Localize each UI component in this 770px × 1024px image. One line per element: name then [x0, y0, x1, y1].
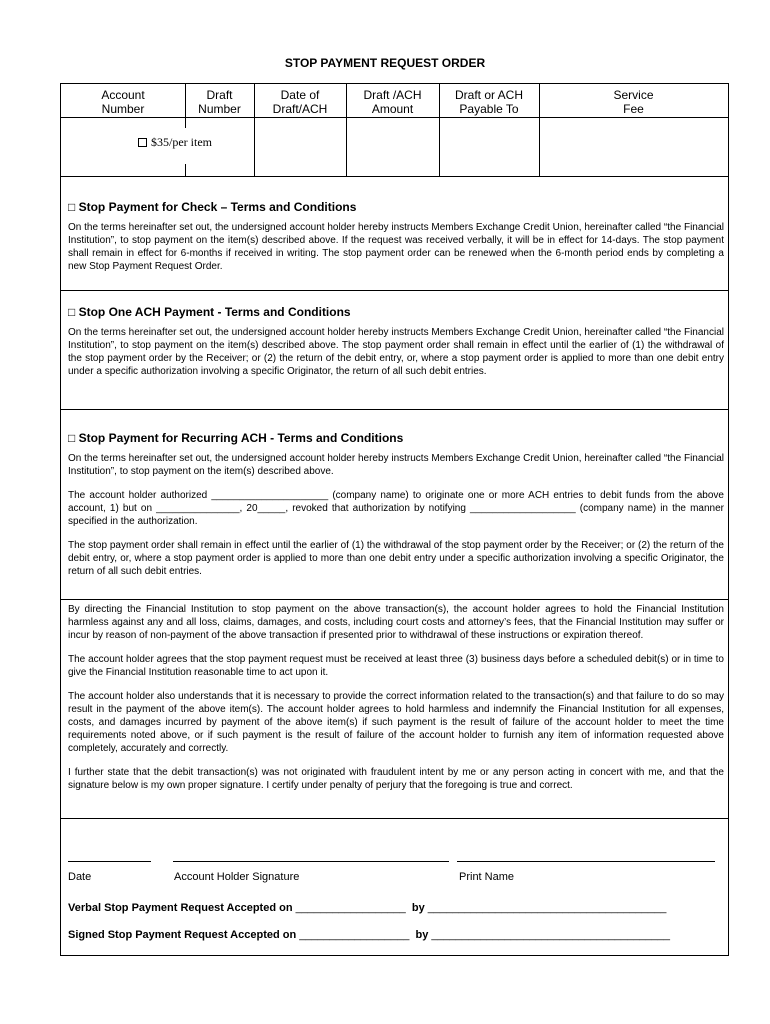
one-ach-terms-section — [68, 306, 724, 389]
header-account-number: Account Number — [61, 84, 185, 118]
header-draft-number: Draft Number — [185, 84, 254, 118]
header-date-of-draft: Date of Draft/ACH — [254, 84, 346, 118]
check-terms-section — [68, 201, 724, 284]
section-divider — [61, 176, 728, 177]
check-terms-text: On the terms hereinafter set out, the undersigned account holder hereby instructs Members Exchange Credit Union, hereinafter called “the Financial Institution”, to stop payment on the item(s) described above. If the request was received verbally, it will be in effect for 14-days. The stop payment shall remain in effect for 6-months if received in writing. The stop payment order can be renewed when the 6-month period ends by completing a new Stop Payment Request Order. — [68, 222, 724, 272]
section-divider — [61, 599, 728, 600]
signed-acceptance-date-blank[interactable]: __________________ — [299, 929, 410, 941]
verbal-acceptance-line — [68, 902, 666, 914]
date-signature-line[interactable] — [68, 861, 151, 862]
date-label: Date — [68, 871, 92, 883]
one-ach-terms-text: On the terms hereinafter set out, the undersigned account holder hereby instructs Members Exchange Credit Union, hereinafter called “the Financial Institution”, to stop payment on the item(s) described above. The stop payment order shall remain in effect until the earlier of (1) the withdrawal of the stop payment order by the Receiver; or (2) the return of the debit entry, or, where a stop payment order is applied to more than one debit entry under a specific authorization involving a specific Originator, the return of all such debit entries. — [68, 327, 724, 377]
agreement-indemnify: The account holder also understands that it is necessary to provide the correct information related to the transaction(s) and that failure to do so may result in the payment of the above item(s). The account holder agrees to hold harmless and indemnify the Financial Institution for all expenses, costs, and damages incurred by payment of the above item(s) if such payment is the result of failure of the account holder to meet the time requirements noted above, or if such payment is the result of failure of the account holder to furnish any item of information requested above completely, accurately and correctly. — [68, 691, 724, 754]
print-name-line[interactable] — [457, 861, 715, 862]
page-title: STOP PAYMENT REQUEST ORDER — [284, 56, 486, 70]
service-fee-field[interactable] — [539, 118, 728, 176]
header-draft-amount: Draft /ACH Amount — [346, 84, 439, 118]
signed-by-label: by — [415, 929, 429, 941]
recurring-ach-terms-text: On the terms hereinafter set out, the undersigned account holder hereby instructs Members Exchange Credit Union, hereinafter called “the Financial Institution”, to stop payment on the item(s) described above. — [68, 453, 724, 477]
verbal-acceptance-label: Verbal Stop Payment Request Accepted on — [68, 902, 293, 914]
account-holder-signature-line[interactable] — [173, 861, 449, 862]
section-divider — [61, 409, 728, 410]
section-divider — [61, 290, 728, 291]
verbal-by-blank[interactable]: _______________________________________ — [427, 902, 667, 914]
agreement-timing: The account holder agrees that the stop payment request must be received at least three (3) business days before a scheduled debit(s) or in time to give the Financial Institution reasonable time to act upon it. — [68, 654, 724, 678]
signed-by-blank[interactable]: _______________________________________ — [431, 929, 670, 941]
account-holder-signature-label: Account Holder Signature — [174, 871, 300, 883]
stop-payment-form — [60, 83, 729, 956]
verbal-by-label: by — [411, 902, 425, 914]
agreement-section — [68, 603, 724, 803]
one-ach-terms-heading[interactable]: □ Stop One ACH Payment - Terms and Conditions — [68, 305, 351, 319]
fee-option-label: $35/per item — [151, 135, 212, 149]
recurring-ach-terms-heading[interactable]: □ Stop Payment for Recurring ACH - Terms and Conditions — [68, 431, 404, 445]
payable-to-field[interactable] — [439, 118, 539, 176]
recurring-ach-effect-text: The stop payment order shall remain in effect until the earlier of (1) the withdrawal of the stop payment order by the Receiver; or (2) the return of the debit entry, or, where a stop payment order is applied to more than one debit entry under a specific authorization involving a specific Originator, the return of all such debit entries. — [68, 540, 724, 577]
signed-acceptance-line — [68, 929, 670, 941]
verbal-acceptance-date-blank[interactable]: __________________ — [295, 902, 406, 914]
print-name-label: Print Name — [459, 871, 515, 883]
header-payable-to: Draft or ACH Payable To — [439, 84, 539, 118]
header-service-fee: Service Fee — [539, 84, 728, 118]
draft-amount-field[interactable] — [346, 118, 439, 176]
check-terms-heading[interactable]: □ Stop Payment for Check – Terms and Conditions — [68, 200, 357, 214]
recurring-ach-terms-section — [68, 432, 724, 589]
agreement-hold-harmless: By directing the Financial Institution to stop payment on the above transaction(s), the account holder agrees to hold the Financial Institution harmless against any and all loss, claims, damages, and costs, including court costs and attorney’s fees, that the Financial Institution may suffer or incur by reason of non-payment of the above transaction if presented prior to withdrawal of these instructions or expiration thereof. — [68, 604, 724, 641]
agreement-certification: I further state that the debit transaction(s) was not originated with fraudulent intent by me or any person acting in concert with me, and that the signature below is my own proper signature. I certify under penalty of perjury that the foregoing is true and correct. — [68, 767, 724, 791]
section-divider — [61, 818, 728, 819]
recurring-ach-authorization-text: The account holder authorized _____________________ (company name) to originate one or more ACH entries to debit funds from the above account, 1) but on _______________, 20_____, revoked that authorization by notifying ___________________ (company name) in the manner specified in the authorization. — [68, 490, 724, 527]
fee-option — [138, 135, 212, 150]
signed-acceptance-label: Signed Stop Payment Request Accepted on — [68, 929, 297, 941]
date-of-draft-field[interactable] — [254, 118, 346, 176]
column-divider — [185, 84, 186, 118]
fee-checkbox[interactable] — [138, 138, 147, 147]
